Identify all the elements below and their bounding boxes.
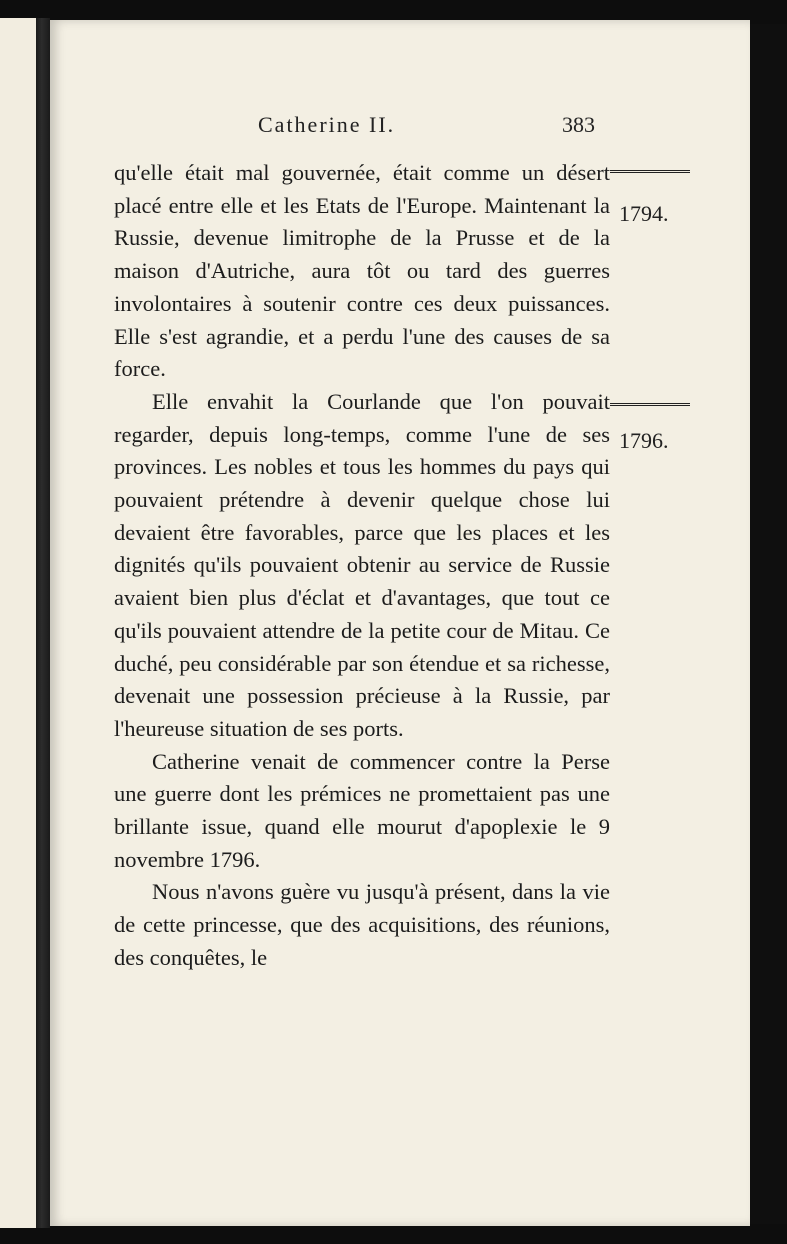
paragraph-3: Catherine venait de commencer contre la Perse une guerre dont les prémices ne promettaient pas une brillante issue, quand elle mourut d'apoplexie le 9 novembre 1796. [114,748,610,872]
paragraph-4: Nous n'avons guère vu jusqu'à présent, dans la vie de cette princesse, que des acquisitions, des réunions, des conquêtes, le [114,879,610,970]
facing-page-edge [0,18,38,1228]
page-right-shadow [750,24,787,1224]
margin-rule-middle [610,403,690,406]
body-text [114,157,610,975]
book-page [50,20,750,1226]
paragraph-1: qu'elle était mal gouvernée, était comme un désert placé entre elle et les Etats de l'Europe. Maintenant la Russie, devenue limitrophe de la Prusse et de la maison d'Autriche, aura tôt ou tard des guerres involontaires à soutenir contre ces deux puissances. Elle s'est agrandie, et a perdu l'une des causes de sa force. [114,160,610,382]
running-title: Catherine II. [258,112,396,137]
margin-year-1794: 1794. [619,201,669,226]
margin-year-1796: 1796. [619,428,669,453]
paragraph-2: Elle envahit la Courlande que l'on pouvait regarder, depuis long-temps, comme l'une de ses provinces. Les nobles et tous les hommes du pays qui pouvaient prétendre à devenir quelque chose lui devaient être favorables, parce que les places et les dignités qu'ils pouvaient obtenir au service de Russie avaient bien plus d'éclat et d'avantages, que tout ce qu'ils pouvaient attendre de la petite cour de Mitau. Ce duché, peu considérable par son étendue et sa richesse, devenait une possession précieuse à la Russie, par l'heureuse situation de ses ports. [114,388,610,741]
book-gutter [36,18,50,1228]
page-header [50,112,750,142]
page-number: 383 [562,112,595,137]
margin-rule-top [610,170,690,173]
